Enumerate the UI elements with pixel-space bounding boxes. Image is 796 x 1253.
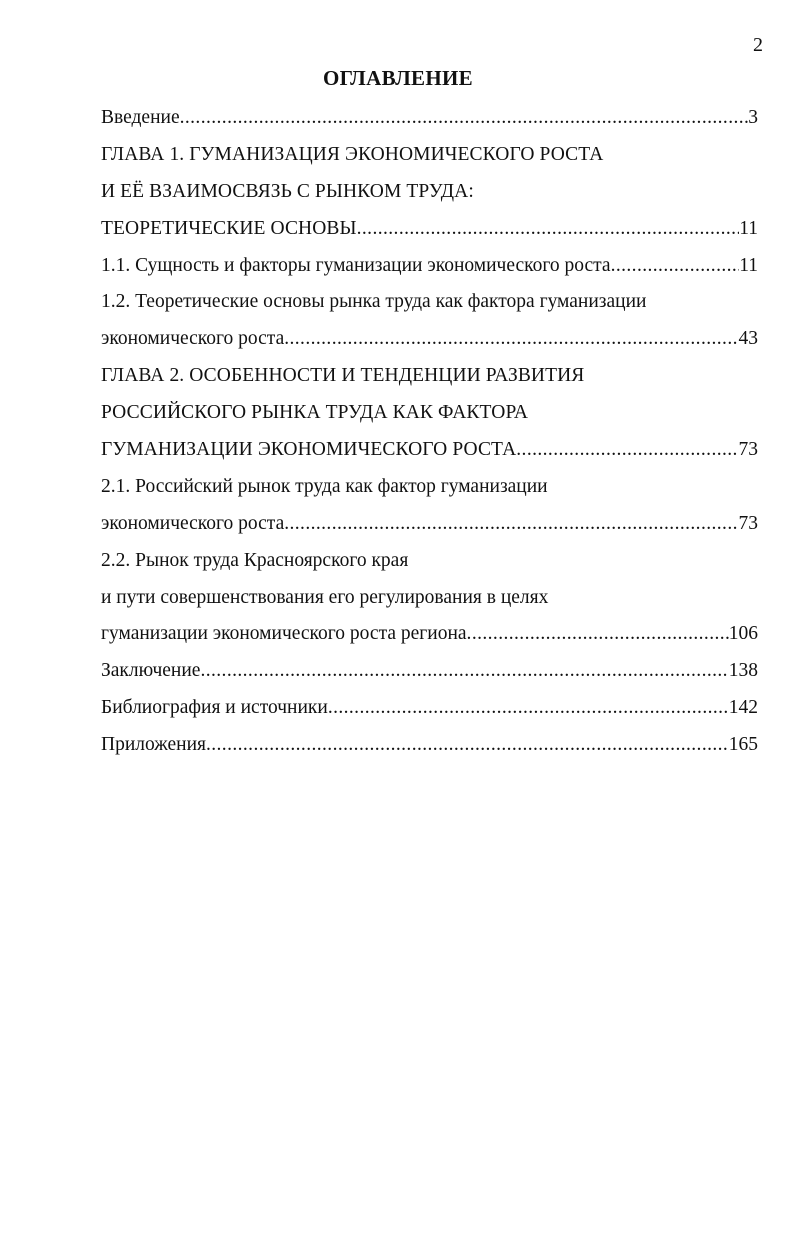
toc-title: ОГЛАВЛЕНИЕ (323, 66, 473, 90)
toc-leader-dots (357, 211, 740, 248)
toc-leader-dots (180, 100, 749, 137)
toc-entry-text: И ЕЁ ВЗАИМОСВЯЗЬ С РЫНКОМ ТРУДА: (101, 180, 474, 202)
toc-entry-text: и пути совершенствования его регулирования в целях (101, 586, 549, 608)
toc-entry-text: ТЕОРЕТИЧЕСКИЕ ОСНОВЫ (101, 217, 357, 239)
toc-entry-page: 106 (728, 623, 758, 645)
toc-entry-bibliography[interactable] (101, 690, 758, 727)
toc-entry-section-2-2-line-2[interactable] (101, 580, 758, 617)
toc-entry-chapter-1-line-3[interactable] (101, 211, 758, 248)
toc-entry-page: 165 (728, 734, 758, 756)
table-of-contents (101, 100, 758, 764)
toc-entry-chapter-1-line-1[interactable] (101, 137, 758, 174)
toc-entry-section-2-1-line-1[interactable] (101, 469, 758, 506)
page-number: 2 (753, 34, 763, 56)
toc-leader-dots (328, 690, 729, 727)
toc-leader-dots (467, 616, 729, 653)
toc-entry-page: 11 (739, 254, 758, 276)
toc-entry-chapter-2-line-3[interactable] (101, 432, 758, 469)
toc-entry-page: 73 (738, 512, 758, 534)
toc-entry-text: Приложения (101, 734, 206, 756)
toc-entry-page: 73 (738, 439, 758, 461)
toc-leader-dots (206, 727, 729, 764)
toc-entry-page: 142 (728, 697, 758, 719)
toc-entry-text: экономического роста (101, 512, 285, 534)
toc-entry-page: 3 (748, 107, 758, 128)
toc-entry-text: ГЛАВА 2. ОСОБЕННОСТИ И ТЕНДЕНЦИИ РАЗВИТИЯ (101, 365, 585, 387)
toc-entry-page: 43 (738, 328, 758, 350)
toc-entry-conclusion[interactable] (101, 653, 758, 690)
toc-entry-appendices[interactable] (101, 727, 758, 764)
toc-entry-text: Библиография и источники (101, 697, 328, 719)
toc-leader-dots (284, 321, 738, 358)
toc-entry-text: гуманизации экономического роста региона (101, 623, 467, 645)
toc-entry-text: Заключение (101, 660, 201, 682)
toc-entry-section-1-1[interactable] (101, 248, 758, 285)
toc-leader-dots (611, 248, 740, 285)
toc-entry-text: 1.1. Сущность и факторы гуманизации экономического роста (101, 254, 611, 276)
toc-entry-text: 2.2. Рынок труда Красноярского края (101, 549, 409, 571)
toc-entry-page: 138 (728, 660, 758, 682)
toc-entry-section-1-2-line-2[interactable] (101, 321, 758, 358)
toc-entry-text: 1.2. Теоретические основы рынка труда как фактора гуманизации (101, 291, 647, 313)
toc-leader-dots (516, 432, 738, 469)
toc-entry-text: Введение (101, 107, 180, 128)
toc-leader-dots (200, 653, 728, 690)
toc-entry-text: 2.1. Российский рынок труда как фактор гуманизации (101, 475, 548, 497)
toc-entry-section-2-2-line-3[interactable] (101, 616, 758, 653)
toc-entry-text: РОССИЙСКОГО РЫНКА ТРУДА КАК ФАКТОРА (101, 402, 529, 424)
toc-leader-dots (284, 506, 738, 543)
toc-entry-section-2-2-line-1[interactable] (101, 543, 758, 580)
toc-entry-chapter-1-line-2[interactable] (101, 174, 758, 211)
toc-entry-text: ГУМАНИЗАЦИИ ЭКОНОМИЧЕСКОГО РОСТА (101, 439, 517, 461)
toc-entry-introduction[interactable] (101, 100, 758, 137)
toc-entry-chapter-2-line-1[interactable] (101, 358, 758, 395)
toc-entry-text: экономического роста (101, 328, 285, 350)
toc-entry-section-1-2-line-1[interactable] (101, 284, 758, 321)
toc-entry-section-2-1-line-2[interactable] (101, 506, 758, 543)
toc-entry-text: ГЛАВА 1. ГУМАНИЗАЦИЯ ЭКОНОМИЧЕСКОГО РОСТА (101, 143, 604, 165)
toc-entry-chapter-2-line-2[interactable] (101, 395, 758, 432)
toc-entry-page: 11 (739, 217, 758, 239)
